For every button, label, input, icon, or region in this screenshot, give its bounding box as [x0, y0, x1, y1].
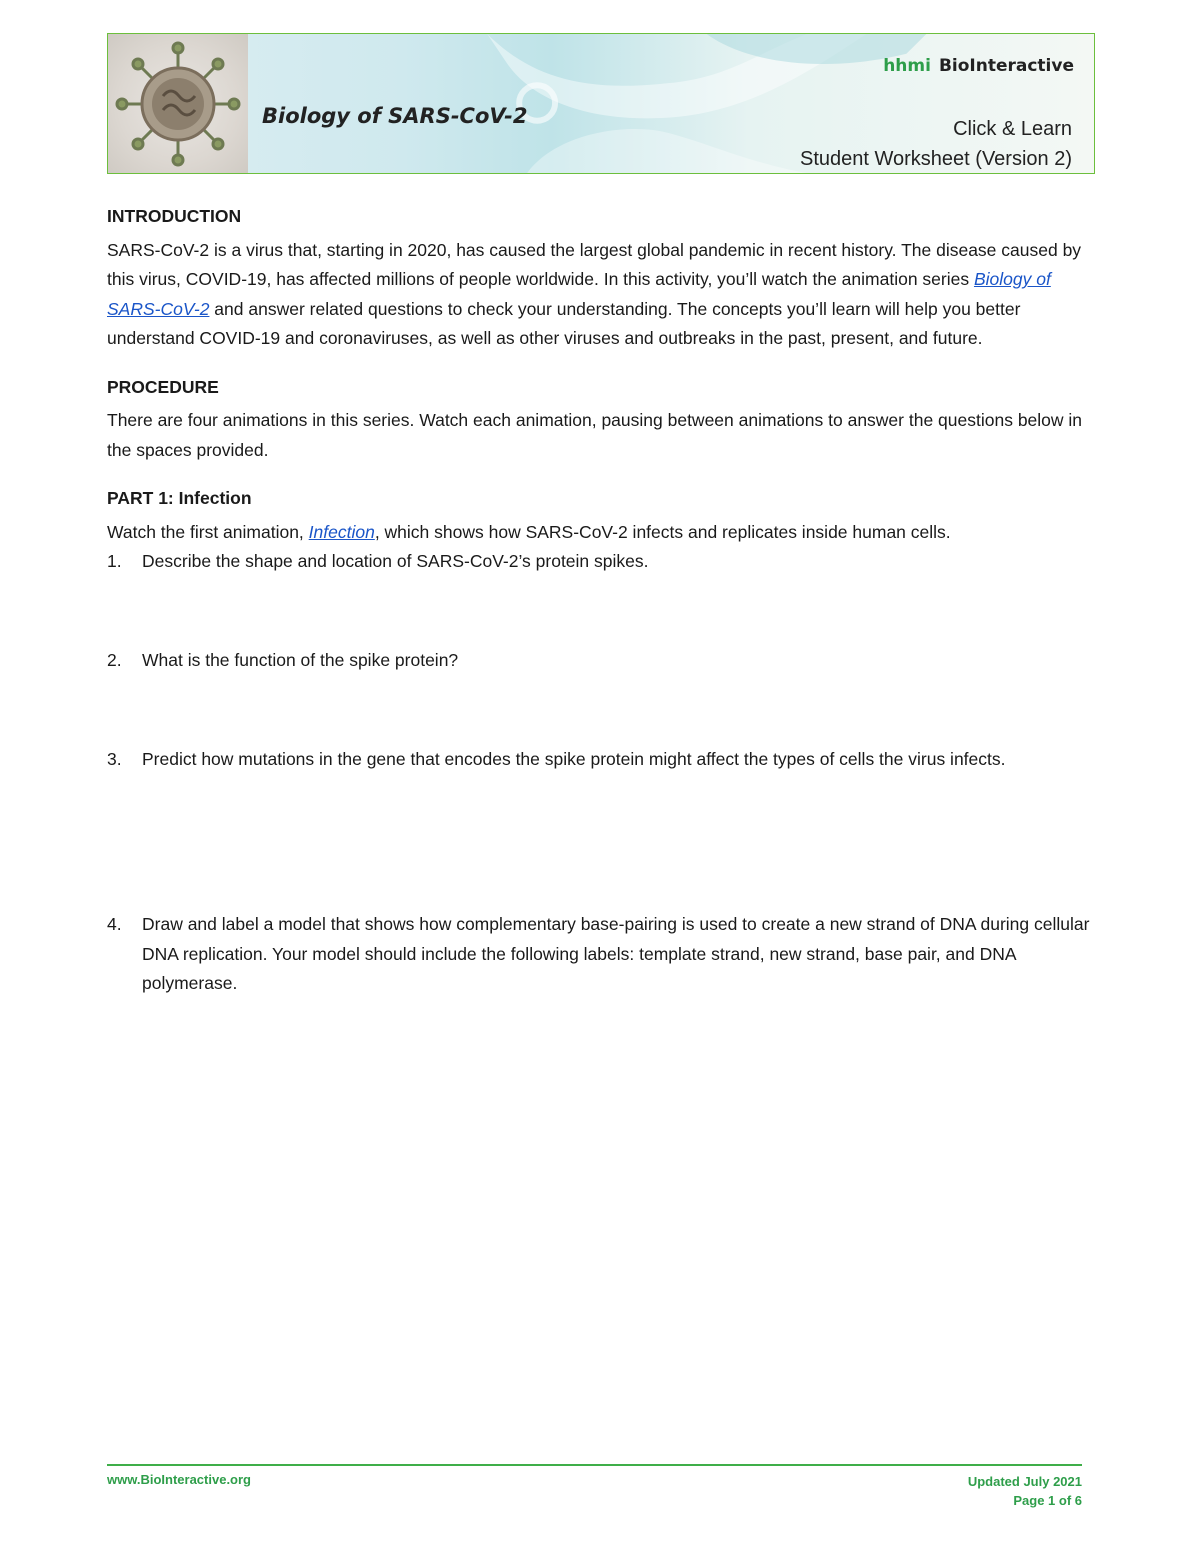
question-list — [107, 547, 1102, 999]
page-title: Biology of SARS-CoV-2 — [262, 104, 528, 128]
part1-intro — [107, 518, 1102, 548]
subtitle-click-learn: Click & Learn — [953, 118, 1072, 140]
procedure-paragraph: There are four animations in this series. Watch each animation, pausing between animations to answer the questions below in the spaces provided. — [107, 410, 1083, 460]
question-number: 2. — [107, 650, 122, 670]
question-text: What is the function of the spike protein? — [142, 650, 459, 670]
brand-name: BioInteractive — [938, 56, 1074, 76]
worksheet-content — [107, 202, 1102, 999]
brand-logo — [883, 56, 1074, 76]
header-banner — [107, 33, 1095, 174]
question-text: Describe the shape and location of SARS-CoV-2’s protein spikes. — [142, 551, 649, 571]
question-number: 4. — [107, 914, 122, 934]
footer-divider — [107, 1464, 1082, 1466]
footer-updated: Updated July 2021 — [967, 1474, 1082, 1489]
virus-image — [108, 34, 248, 174]
subtitle-worksheet: Student Worksheet (Version 2) — [800, 148, 1072, 170]
question-number: 1. — [107, 551, 122, 571]
part1-heading: PART 1: Infection — [107, 488, 252, 508]
part1-text-2: , which shows how SARS-CoV-2 infects and replicates inside human cells. — [374, 521, 951, 542]
footer-info — [968, 1472, 1082, 1510]
intro-text-2: and answer related questions to check your understanding. The concepts you’ll learn will help you better understand COVID-19 and coronaviruses, as well as other viruses and outbreaks in the past, present, and future. — [107, 298, 1021, 348]
question-item — [107, 547, 1102, 646]
footer-website[interactable]: www.BioInteractive.org — [107, 1472, 251, 1487]
infection-link[interactable]: Infection — [308, 521, 375, 542]
coronavirus-icon — [108, 34, 248, 174]
question-item — [107, 910, 1102, 999]
intro-heading: INTRODUCTION — [107, 206, 242, 226]
part1-text-1: Watch the first animation, — [107, 521, 309, 542]
procedure-heading: PROCEDURE — [107, 376, 219, 397]
question-number: 3. — [107, 749, 122, 769]
intro-paragraph — [107, 236, 1102, 354]
question-text: Predict how mutations in the gene that encodes the spike protein might affect the types of cells the virus infects. — [142, 749, 1006, 769]
question-item — [107, 745, 1102, 910]
intro-text-1: SARS-CoV-2 is a virus that, starting in 2020, has caused the largest global pandemic in recent history. The disease caused by this virus, COVID-19, has affected millions of people worldwide. In this activity, you’ll watch the animation series — [107, 239, 1082, 289]
footer-page-number: Page 1 of 6 — [1013, 1493, 1082, 1508]
question-item — [107, 646, 1102, 745]
question-text: Draw and label a model that shows how complementary base-pairing is used to create a new strand of DNA during cellular DNA replication. Your model should include the following labels: template strand, new strand, base pair, and DNA polymerase. — [142, 914, 1090, 993]
brand-hhmi: hhmi — [883, 56, 931, 76]
intro-link[interactable]: Biology of SARS-CoV-2 — [107, 269, 1051, 319]
